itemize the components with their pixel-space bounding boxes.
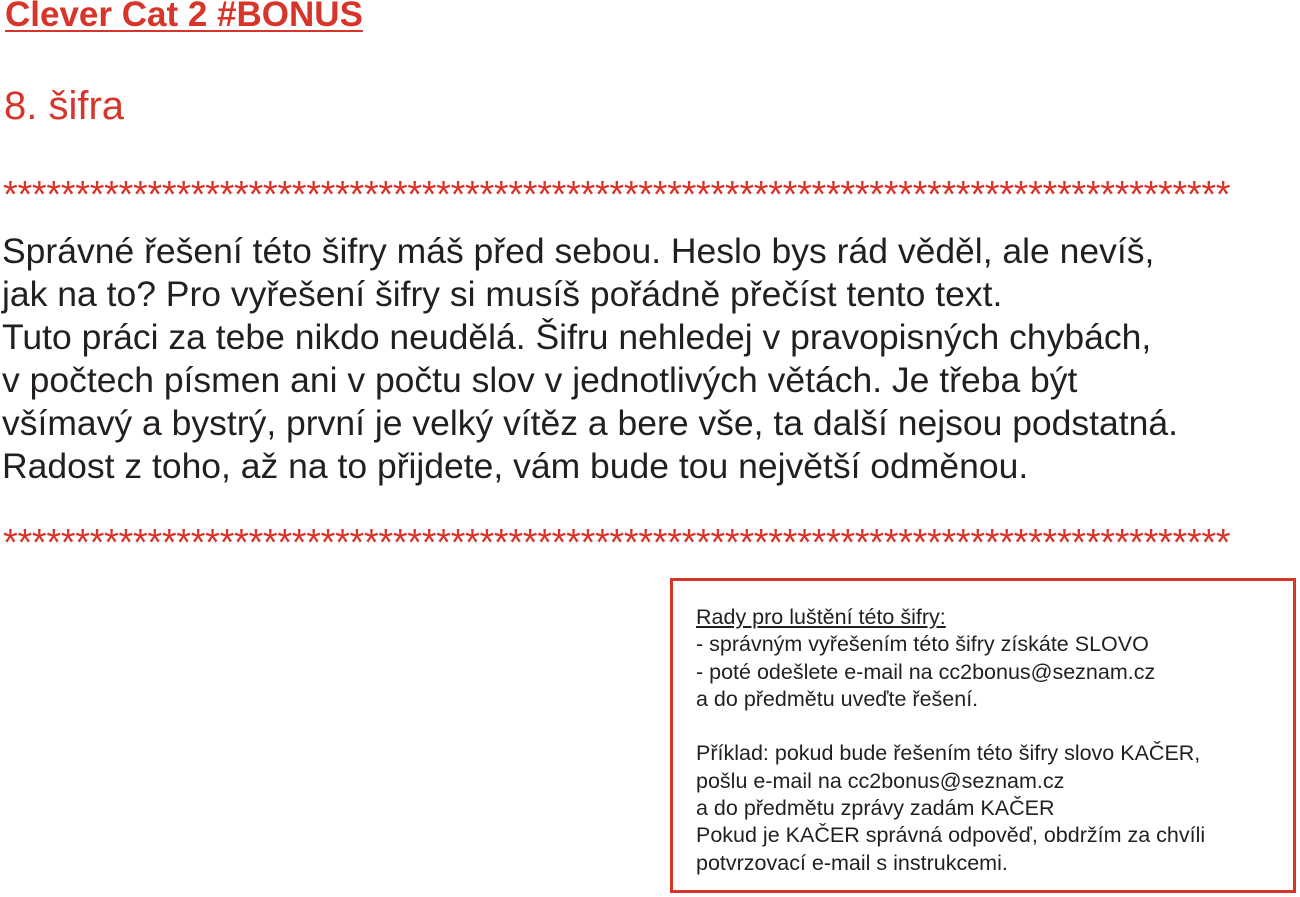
cipher-text	[2, 230, 1298, 488]
hint-line: - správným vyřešením této šifry získáte SLOVO	[696, 632, 1149, 657]
page-title: Clever Cat 2 #BONUS	[5, 0, 363, 34]
cipher-text-line: Radost z toho, až na to přijdete, vám bude tou největší odměnou.	[2, 446, 1029, 486]
example-line: potvrzovací e-mail s instrukcemi.	[696, 850, 1008, 875]
hint-heading: Rady pro luštění této šifry:	[696, 605, 946, 629]
hint-spacer	[696, 713, 1205, 740]
example-line: Pokud je KAČER správná odpověď, obdržím za chvíli	[696, 823, 1206, 848]
hint-line: a do předmětu uveďte řešení.	[696, 686, 979, 711]
cipher-text-line: Tuto práci za tebe nikdo neudělá. Šifru nehledej v pravopisných chybách,	[2, 317, 1152, 357]
example-line: Příklad: pokud bude řešením této šifry slovo KAČER,	[696, 741, 1201, 766]
hint-box	[670, 578, 1296, 893]
cipher-text-line: Správné řešení této šifry máš před sebou. Heslo bys rád věděl, ale nevíš,	[2, 231, 1155, 271]
divider-bottom: *************************************************************************************	[3, 522, 1231, 564]
cipher-text-line: jak na to? Pro vyřešení šifry si musíš pořádně přečíst tento text.	[2, 274, 1003, 314]
example-line: a do předmětu zprávy zadám KAČER	[696, 796, 1055, 821]
divider-top: *************************************************************************************	[3, 174, 1231, 216]
page-subtitle: 8. šifra	[4, 84, 125, 128]
example-line: pošlu e-mail na cc2bonus@seznam.cz	[696, 768, 1065, 793]
hint-line: - poté odešlete e-mail na cc2bonus@seznam.cz	[696, 659, 1156, 684]
cipher-text-line: všímavý a bystrý, první je velký vítěz a bere vše, ta další nejsou podstatná.	[2, 403, 1178, 443]
cipher-text-line: v počtech písmen ani v počtu slov v jednotlivých větách. Je třeba být	[2, 360, 1078, 400]
hint-content	[696, 604, 1205, 877]
